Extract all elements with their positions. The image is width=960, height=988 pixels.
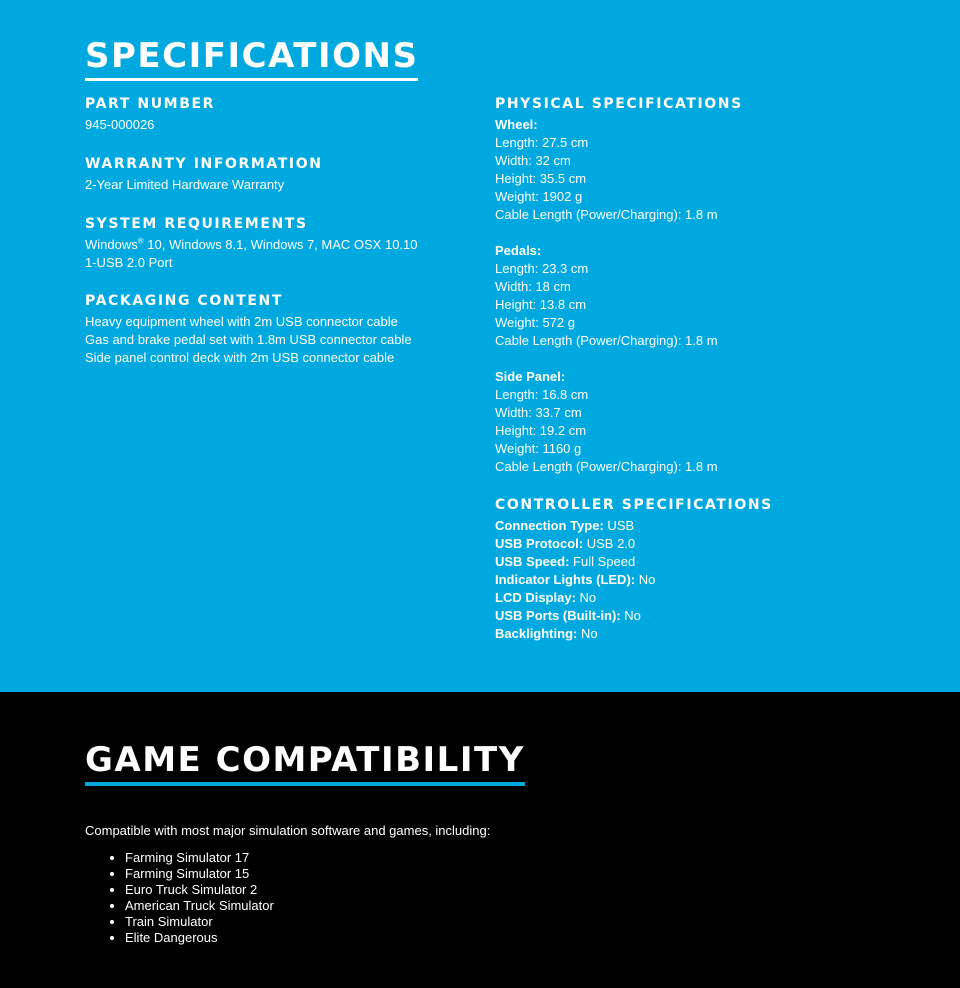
os-rest: 10, Windows 8.1, Windows 7, MAC OSX 10.10 — [143, 237, 418, 252]
system-requirements-heading: SYSTEM REQUIREMENTS — [85, 216, 308, 232]
spec-line: Length: 23.3 cm — [495, 261, 589, 276]
controller-spec-row — [495, 589, 915, 607]
spec-line: Height: 13.8 cm — [495, 297, 587, 312]
controller-spec-label: USB Ports (Built-in): — [495, 608, 621, 623]
controller-spec-value: No — [577, 626, 598, 641]
controller-spec-label: Indicator Lights (LED): — [495, 572, 636, 587]
specifications-right-column — [495, 95, 915, 643]
controller-spec-label: Backlighting: — [495, 626, 578, 641]
spec-line: Weight: 1902 g — [495, 189, 583, 204]
spec-line: Length: 16.8 cm — [495, 387, 589, 402]
spec-line: Height: 19.2 cm — [495, 423, 587, 438]
controller-spec-value: USB 2.0 — [583, 536, 636, 551]
part-number-block — [85, 95, 475, 155]
controller-spec-row — [495, 517, 915, 535]
spec-line: Cable Length (Power/Charging): 1.8 m — [495, 333, 718, 348]
game-list-item: • Farming Simulator 17 — [125, 850, 274, 866]
spec-line: Cable Length (Power/Charging): 1.8 m — [495, 459, 718, 474]
os-prefix: Windows — [85, 237, 138, 252]
controller-spec-label: USB Protocol: — [495, 536, 584, 551]
registered-mark: ® — [137, 236, 144, 246]
spec-line: Width: 32 cm — [495, 153, 571, 168]
spec-line: Cable Length (Power/Charging): 1.8 m — [495, 207, 718, 222]
controller-spec-label: Connection Type: — [495, 518, 604, 533]
side-panel-subheading: Side Panel: — [495, 369, 566, 384]
wheel-subheading: Wheel: — [495, 117, 538, 132]
spec-line: Weight: 572 g — [495, 315, 575, 330]
spec-line: Height: 35.5 cm — [495, 171, 587, 186]
controller-spec-value: No — [635, 572, 656, 587]
controller-spec-value: USB — [603, 518, 635, 533]
packaging-item: Heavy equipment wheel with 2m USB connector cable — [85, 314, 398, 329]
controller-spec-row — [495, 625, 915, 643]
controller-spec-value: No — [575, 590, 597, 605]
controller-spec-value: No — [620, 608, 641, 623]
warranty-block — [85, 155, 475, 215]
game-list-item: • Farming Simulator 15 — [125, 866, 274, 882]
packaging-heading: PACKAGING CONTENT — [85, 293, 284, 309]
part-number-heading: PART NUMBER — [85, 96, 216, 112]
game-list-item: • Euro Truck Simulator 2 — [125, 882, 274, 898]
controller-spec-row — [495, 553, 915, 571]
controller-spec-row — [495, 607, 915, 625]
spec-line: Weight: 1160 g — [495, 441, 582, 456]
specifications-left-column — [85, 95, 475, 365]
game-list — [85, 850, 274, 946]
packaging-item: Gas and brake pedal set with 1.8m USB connector cable — [85, 332, 412, 347]
system-requirements-block — [85, 215, 475, 292]
spec-line: Length: 27.5 cm — [495, 135, 589, 150]
warranty-value: 2-Year Limited Hardware Warranty — [85, 177, 285, 192]
game-compatibility-intro: Compatible with most major simulation software and games, including: — [85, 823, 491, 838]
game-compatibility-title: GAME COMPATIBILITY — [85, 740, 525, 786]
controller-spec-value: Full Speed — [569, 554, 636, 569]
packaging-block — [85, 292, 475, 365]
game-list-item: • American Truck Simulator — [125, 898, 274, 914]
game-list-item: • Elite Dangerous — [125, 930, 274, 946]
pedals-subheading: Pedals: — [495, 243, 542, 258]
specifications-title: SPECIFICATIONS — [85, 36, 418, 81]
spec-line: Width: 33.7 cm — [495, 405, 582, 420]
part-number-value: 945-000026 — [85, 117, 155, 132]
warranty-heading: WARRANTY INFORMATION — [85, 156, 323, 172]
controller-spec-row — [495, 571, 915, 589]
game-list-item: • Train Simulator — [125, 914, 274, 930]
game-compatibility-section — [0, 692, 960, 988]
physical-specs-heading: PHYSICAL SPECIFICATIONS — [495, 96, 743, 112]
controller-spec-row — [495, 535, 915, 553]
controller-spec-label: USB Speed: — [495, 554, 570, 569]
system-requirements-port: 1-USB 2.0 Port — [85, 255, 173, 270]
physical-specs-body — [495, 116, 915, 476]
spec-line: Width: 18 cm — [495, 279, 571, 294]
controller-specs-body — [495, 517, 915, 643]
packaging-item: Side panel control deck with 2m USB connector cable — [85, 350, 395, 365]
controller-spec-label: LCD Display: — [495, 590, 576, 605]
controller-specs-heading: CONTROLLER SPECIFICATIONS — [495, 497, 773, 513]
system-requirements-os — [85, 236, 475, 254]
